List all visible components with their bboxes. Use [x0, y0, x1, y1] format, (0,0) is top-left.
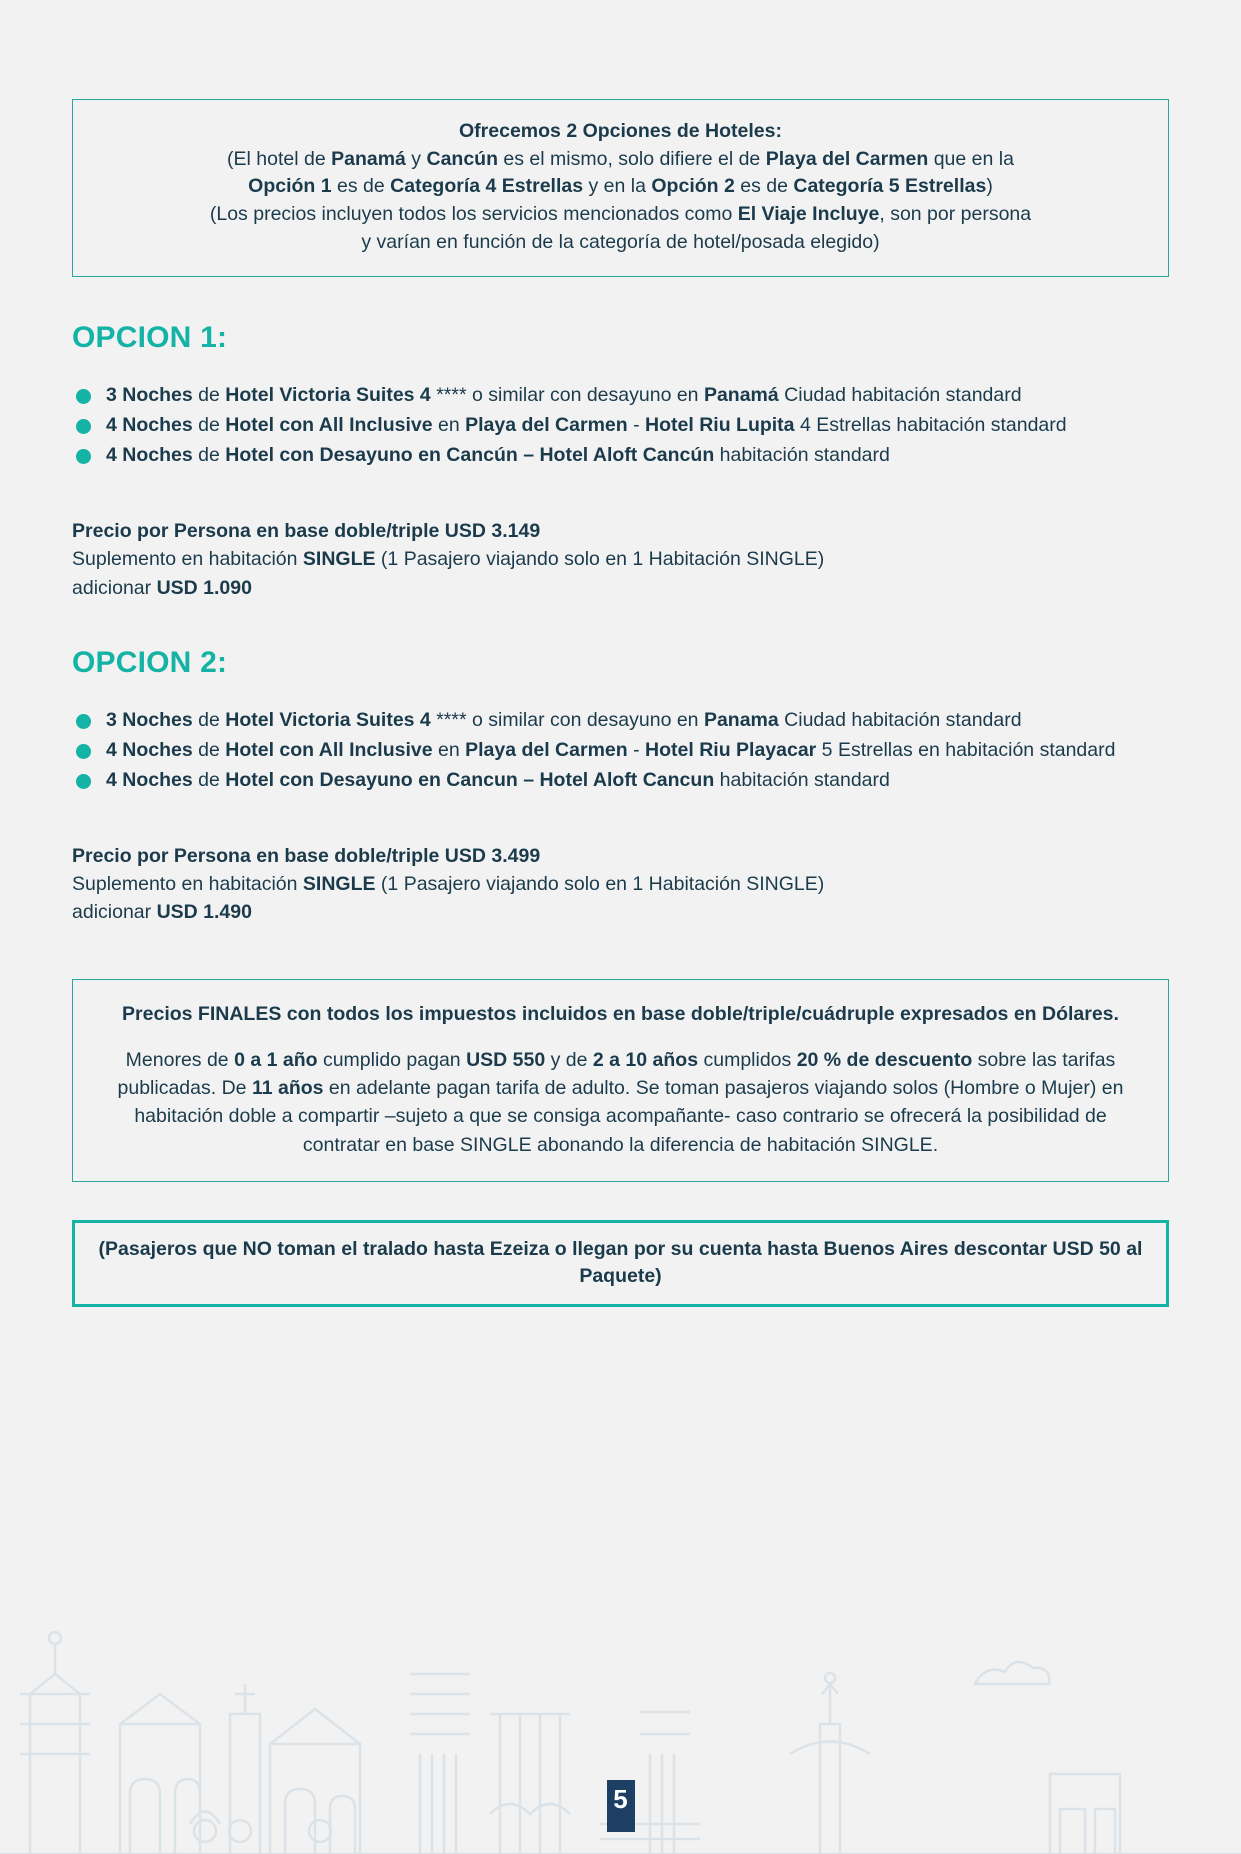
option1-price-line-2: Suplemento en habitación SINGLE (1 Pasajero viajando solo en 1 Habitación SINGLE): [72, 548, 825, 571]
option2-price-line-3: adicionar USD 1.490: [72, 901, 252, 924]
bullet-dot-icon: [76, 449, 91, 464]
list-item: [72, 443, 1169, 469]
list-item-text: 4 Noches de Hotel con Desayuno en Cancún – Hotel Aloft Cancún habitación standard: [106, 444, 890, 467]
note-line-3: Opción 1 es de Categoría 4 Estrellas y en la Opción 2 es de Categoría 5 Estrellas): [248, 175, 993, 198]
option1-title: OPCION 1:: [72, 321, 228, 355]
bullet-dot-icon: [76, 774, 91, 789]
final-prices-body: Menores de 0 a 1 año cumplido pagan USD 550 y de 2 a 10 años cumplidos 20 % de descuento sobre las tarifas publicadas. De 11 años en adelante pagan tarifa de adulto. Se toman pasajeros viajando solos (Hombre o Mujer) en habitación doble a compartir –sujeto a que se consiga acompañante- caso contrario se ofrecerá la posibilidad de contratar en base SINGLE abonando la diferencia de habitación SINGLE.: [117, 1048, 1124, 1156]
document-page: [0, 99, 1241, 1854]
note-line-5: y varían en función de la categoría de hotel/posada elegido): [361, 230, 880, 253]
option2-bullet-list: [72, 708, 1169, 794]
hotel-options-note-box: [72, 99, 1169, 277]
note-line-4: (Los precios incluyen todos los servicios mencionados como El Viaje Incluye, son por persona: [209, 203, 1032, 226]
transfer-discount-box: (Pasajeros que NO toman el tralado hasta Ezeiza o llegan por su cuenta hasta Buenos Aires descontar USD 50 al Paquete): [72, 1220, 1169, 1308]
list-item-text: 4 Noches de Hotel con Desayuno en Cancun – Hotel Aloft Cancun habitación standard: [106, 768, 890, 791]
bullet-dot-icon: [76, 744, 91, 759]
list-item-text: 4 Noches de Hotel con All Inclusive en Playa del Carmen - Hotel Riu Playacar 5 Estrellas en habitación standard: [106, 738, 1116, 761]
option2-price-block: [72, 842, 1169, 927]
final-prices-box: [72, 979, 1169, 1182]
option1-price-line-3: adicionar USD 1.090: [72, 576, 252, 599]
option1-price-line-1: Precio por Persona en base doble/triple USD 3.149: [72, 520, 541, 543]
list-item: [72, 708, 1169, 734]
list-item-text: 3 Noches de Hotel Victoria Suites 4 **** o similar con desayuno en Panama Ciudad habitación standard: [106, 709, 1022, 731]
option2-price-line-2: Suplemento en habitación SINGLE (1 Pasajero viajando solo en 1 Habitación SINGLE): [72, 873, 825, 896]
bullet-dot-icon: [76, 419, 91, 434]
option2-title: OPCION 2:: [72, 646, 228, 679]
list-item: [72, 383, 1169, 409]
bullet-dot-icon: [76, 714, 91, 729]
option1-bullet-list: [72, 383, 1169, 469]
list-item-text: 3 Noches de Hotel Victoria Suites 4 **** o similar con desayuno en Panamá Ciudad habitación standard: [106, 384, 1022, 407]
list-item-text: 4 Noches de Hotel con All Inclusive en Playa del Carmen - Hotel Riu Lupita 4 Estrellas habitación standard: [106, 414, 1067, 437]
page-number: [0, 1780, 1241, 1832]
option2-price-line-1: Precio por Persona en base doble/triple USD 3.499: [72, 844, 541, 867]
option1-price-block: [72, 517, 1169, 602]
note-line-1: Ofrecemos 2 Opciones de Hoteles:: [459, 120, 782, 142]
final-prices-heading: Precios FINALES con todos los impuestos incluidos en base doble/triple/cuádruple expresados en Dólares.: [122, 1002, 1119, 1025]
list-item: [72, 413, 1169, 439]
list-item: [72, 768, 1169, 794]
list-item: [72, 738, 1169, 764]
page-content: [0, 99, 1241, 1307]
note-line-2: (El hotel de Panamá y Cancún es el mismo, solo difiere el de Playa del Carmen que en la: [227, 147, 1014, 170]
bullet-dot-icon: [76, 389, 91, 404]
page-number-value: 5: [607, 1780, 635, 1832]
